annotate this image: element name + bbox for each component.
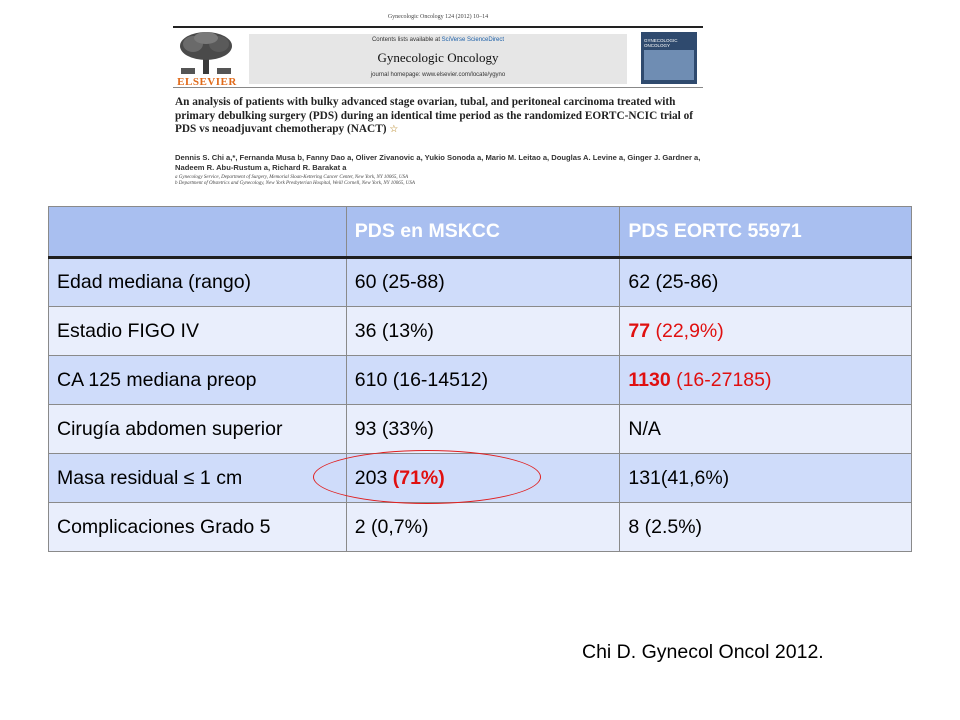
table-row [49, 356, 912, 405]
eortc-value [620, 307, 912, 356]
cover-title: GYNECOLOGIC ONCOLOGY [644, 38, 678, 48]
eortc-highlight-rest: (22,9%) [650, 319, 724, 342]
mskcc-number: 203 [354, 466, 393, 489]
mskcc-value: 36 (13%) [346, 307, 620, 356]
mskcc-highlight-percent: (71%) [392, 466, 445, 489]
header-pds-mskcc: PDS en MSKCC [346, 207, 620, 258]
eortc-value: 8 (2.5%) [620, 503, 912, 552]
affiliation-a: a Gynecology Service, Department of Surgery, Memorial Sloan-Kettering Cancer Center, New York, NY 10065, USA [175, 175, 409, 180]
table-header-row [49, 207, 912, 258]
sciencedirect-link: SciVerse ScienceDirect [441, 37, 505, 43]
table-row [49, 503, 912, 552]
contents-prefix: Contents lists available at [371, 37, 442, 43]
affiliation-b: b Department of Obstetrics and Gynecology, New York Presbyterian Hospital, Weill Cornell, New York, NY 10065, USA [175, 181, 415, 187]
slide-citation: Chi D. Gynecol Oncol 2012. [582, 641, 824, 663]
journal-name: Gynecologic Oncology [377, 50, 499, 65]
eortc-value: 131(41,6%) [620, 454, 912, 503]
row-label: Complicaciones Grado 5 [49, 503, 347, 552]
row-label: Masa residual ≤ 1 cm [49, 454, 347, 503]
journal-cover-thumbnail [641, 32, 697, 84]
mskcc-value: 2 (0,7%) [346, 503, 620, 552]
eortc-value: 62 (25-86) [620, 258, 912, 307]
comparison-table [48, 206, 912, 552]
contents-line [249, 37, 627, 43]
elsevier-tree-icon [175, 30, 237, 76]
mskcc-value: 610 (16-14512) [346, 356, 620, 405]
header-pds-eortc: PDS EORTC 55971 [620, 207, 912, 258]
row-label: CA 125 mediana preop [49, 356, 347, 405]
table-row [49, 405, 912, 454]
paper-title [175, 96, 703, 137]
table-row [49, 258, 912, 307]
table-row [49, 454, 912, 503]
row-label: Estadio FIGO IV [49, 307, 347, 356]
row-label: Edad mediana (rango) [49, 258, 347, 307]
article-header-image [173, 8, 703, 188]
mskcc-value [346, 454, 620, 503]
paper-affiliations [175, 175, 703, 187]
eortc-value [620, 356, 912, 405]
mskcc-value: 60 (25-88) [346, 258, 620, 307]
eortc-highlight-rest: (16-27185) [670, 368, 772, 391]
journal-title-box [249, 34, 627, 84]
elsevier-logo [175, 30, 237, 86]
eortc-highlight-number: 1130 [628, 368, 671, 391]
mskcc-value: 93 (33%) [346, 405, 620, 454]
eortc-highlight-number: 77 [628, 319, 651, 342]
star-icon: ☆ [389, 124, 399, 135]
journal-banner [173, 26, 703, 88]
eortc-value: N/A [620, 405, 912, 454]
paper-title-text: An analysis of patients with bulky advanced stage ovarian, tubal, and peritoneal carcinoma treated with primary debulking surgery (PDS) during an identical time period as the randomized EORTC-NCIC trial of PDS vs neoadjuvant chemotherapy (NACT) [175, 96, 694, 135]
journal-homepage: journal homepage: www.elsevier.com/locate/ygyno [370, 72, 506, 78]
journal-citation-line: Gynecologic Oncology 124 (2012) 10–14 [387, 14, 489, 20]
header-empty [49, 207, 347, 258]
publisher-name: ELSEVIER [177, 76, 237, 88]
cover-image [644, 50, 694, 80]
table-row [49, 307, 912, 356]
row-label: Cirugía abdomen superior [49, 405, 347, 454]
paper-authors: Dennis S. Chi a,*, Fernanda Musa b, Fanny Dao a, Oliver Zivanovic a, Yukio Sonoda a, Mario M. Leitao a, Douglas A. Levine a, Ginger J. Gardner a, Nadeem R. Abu-Rustum a, Richard R. Barakat a [175, 153, 701, 172]
